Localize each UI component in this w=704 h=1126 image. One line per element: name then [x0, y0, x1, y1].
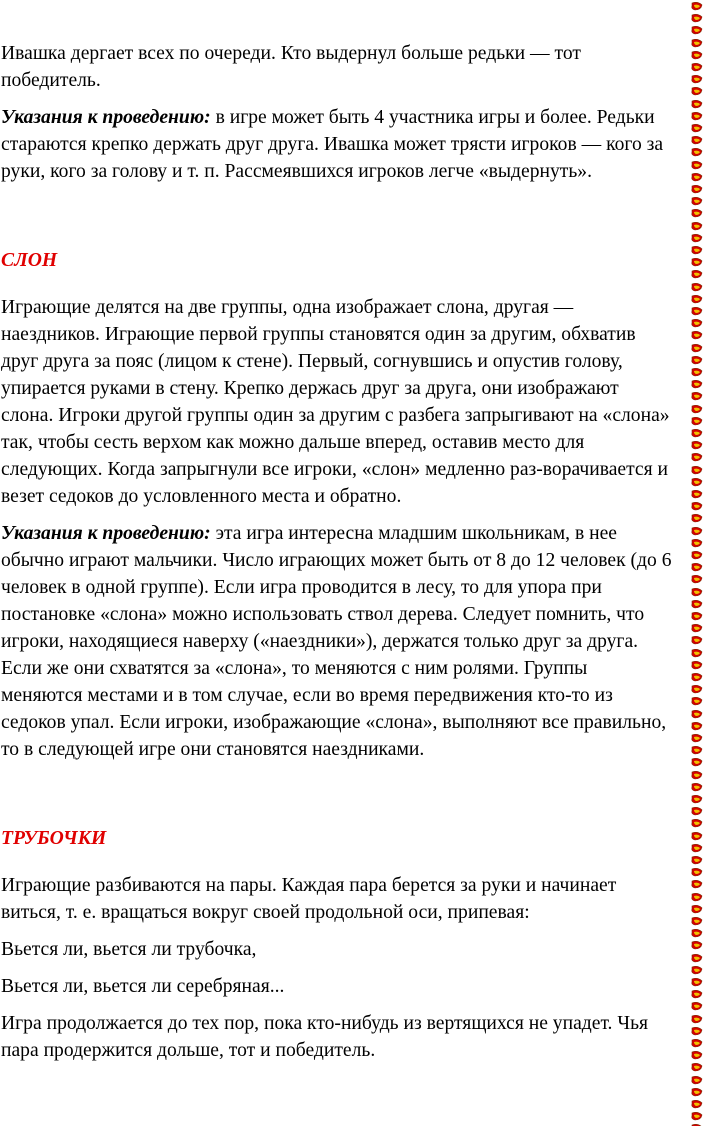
tubes-verse-1 [1, 936, 701, 963]
ornament-glyph-icon [690, 466, 703, 475]
text-run: эта игра интересна младшим школьникам, в нее [210, 523, 617, 544]
ornament-glyph-icon [690, 905, 703, 914]
ornament-glyph-icon [690, 856, 703, 865]
section-heading-tubes: ТРУБОЧКИ [1, 828, 107, 849]
document-body [1, 40, 701, 1064]
ornament-glyph-icon [690, 429, 703, 438]
ornament-glyph-icon [690, 1051, 703, 1060]
ornament-glyph-icon [690, 1076, 703, 1085]
ornament-glyph-icon [690, 185, 703, 194]
text-line: Если же они схватятся за «слона», то меняются с ним ролями. Группы [1, 658, 588, 679]
ornament-glyph-icon [690, 758, 703, 767]
ornament-glyph-icon [690, 575, 703, 584]
text-line: игроки, находящиеся наверху («наездники»), держатся только друг за друга. [1, 631, 639, 652]
ornament-glyph-icon [690, 392, 703, 401]
instructions-lead: Указания к проведению: [1, 107, 211, 128]
tubes-verse-2 [1, 973, 701, 1000]
ornament-glyph-icon [690, 868, 703, 877]
ornament-glyph-icon [690, 173, 703, 182]
ornament-glyph-icon [690, 405, 703, 414]
ornament-glyph-icon [690, 39, 703, 48]
ornament-glyph-icon [690, 734, 703, 743]
intro-instructions-paragraph [1, 104, 701, 185]
ornament-glyph-icon [690, 295, 703, 304]
ornament-glyph-icon [690, 929, 703, 938]
ornament-glyph-icon [690, 209, 703, 218]
text-line [1, 520, 701, 547]
ornament-glyph-icon [690, 356, 703, 365]
text-line: стараются крепко держать друг друга. Ивашка может трясти игроков — кого за [1, 134, 664, 155]
text-run: в игре может быть 4 участника игры и более. Редьки [210, 107, 655, 128]
ornament-glyph-icon [690, 771, 703, 780]
ornament-glyph-icon [690, 551, 703, 560]
ornament-glyph-icon [690, 1002, 703, 1011]
ornament-glyph-icon [690, 1088, 703, 1097]
ornament-glyph-icon [690, 331, 703, 340]
ornament-glyph-icon [690, 710, 703, 719]
ornament-glyph-icon [690, 746, 703, 755]
ornament-glyph-icon [690, 636, 703, 645]
ornament-glyph-icon [690, 673, 703, 682]
ornament-glyph-icon [690, 612, 703, 621]
ornament-glyph-icon [690, 893, 703, 902]
intro-paragraph-1 [1, 40, 701, 94]
text-line: Играющие разбиваются на пары. Каждая пара берется за руки и начинает [1, 875, 617, 896]
ornament-glyph-icon [690, 417, 703, 426]
ornament-glyph-icon [690, 966, 703, 975]
tubes-paragraph-1 [1, 872, 701, 926]
ornament-glyph-icon [690, 722, 703, 731]
ornament-glyph-icon [690, 246, 703, 255]
ornament-glyph-icon [690, 685, 703, 694]
section-heading-elephant: СЛОН [1, 250, 58, 271]
ornament-glyph-icon [690, 14, 703, 23]
tubes-paragraph-2 [1, 1010, 701, 1064]
ornament-glyph-icon [690, 844, 703, 853]
text-line: то в следующей игре они становятся наездниками. [1, 739, 425, 760]
ornament-glyph-icon [690, 539, 703, 548]
text-line: упирается руками в стену. Крепко держась друг за друга, они изображают [1, 378, 619, 399]
ornament-glyph-icon [690, 148, 703, 157]
ornament-glyph-icon [690, 478, 703, 487]
ornament-glyph-icon [690, 270, 703, 279]
ornament-glyph-icon [690, 234, 703, 243]
ornament-glyph-icon [690, 880, 703, 889]
text-line: наездников. Играющие первой группы становятся один за другим, обхватив [1, 324, 636, 345]
ornament-glyph-icon [690, 1063, 703, 1072]
ornament-glyph-icon [690, 26, 703, 35]
ornament-glyph-icon [690, 1112, 703, 1121]
ornament-glyph-icon [690, 527, 703, 536]
ornament-glyph-icon [690, 954, 703, 963]
text-line: следующих. Когда запрыгнули все игроки, «слон» медленно раз-ворачивается и [1, 459, 669, 480]
ornament-glyph-icon [690, 63, 703, 72]
ornament-glyph-icon [690, 990, 703, 999]
ornament-glyph-icon [690, 2, 703, 11]
text-line: Вьется ли, вьется ли серебряная... [1, 976, 285, 997]
ornament-glyph-icon [690, 795, 703, 804]
ornament-glyph-icon [690, 1100, 703, 1109]
text-line: обычно играют мальчики. Число играющих может быть от 8 до 12 человек (до 6 [1, 550, 672, 571]
ornament-glyph-icon [690, 661, 703, 670]
ornament-glyph-icon [690, 136, 703, 145]
ornament-glyph-icon [690, 783, 703, 792]
text-line: везет седоков до условленного места и обратно. [1, 486, 402, 507]
elephant-paragraph-1 [1, 294, 701, 510]
ornament-glyph-icon [690, 697, 703, 706]
ornament-glyph-icon [690, 941, 703, 950]
ornament-glyph-icon [690, 600, 703, 609]
text-line: пара продержится дольше, тот и победитель. [1, 1040, 376, 1061]
text-line: Вьется ли, вьется ли трубочка, [1, 939, 257, 960]
ornament-glyph-icon [690, 75, 703, 84]
ornament-glyph-icon [690, 563, 703, 572]
ornament-glyph-icon [690, 1015, 703, 1024]
text-line: друг друга за пояс (лицом к стене). Первый, согнувшись и опустив голову, [1, 351, 623, 372]
ornament-glyph-icon [690, 917, 703, 926]
ornament-glyph-icon [690, 588, 703, 597]
text-line: руки, кого за голову и т. п. Рассмеявшихся игроков легче «выдернуть». [1, 161, 592, 182]
text-line: седоков упал. Если игроки, изображающие «слона», выполняют все правильно, [1, 712, 667, 733]
ornament-glyph-icon [690, 380, 703, 389]
ornament-glyph-icon [690, 502, 703, 511]
ornament-glyph-icon [690, 819, 703, 828]
ornament-glyph-icon [690, 283, 703, 292]
text-line: так, чтобы сесть верхом как можно дальше вперед, оставив место для [1, 432, 585, 453]
ornament-glyph-icon [690, 514, 703, 523]
instructions-lead: Указания к проведению: [1, 523, 211, 544]
ornament-glyph-icon [690, 624, 703, 633]
ornament-glyph-icon [690, 319, 703, 328]
ornament-glyph-icon [690, 87, 703, 96]
text-line: виться, т. е. вращаться вокруг своей продольной оси, припевая: [1, 902, 530, 923]
ornament-glyph-icon [690, 978, 703, 987]
ornament-glyph-icon [690, 368, 703, 377]
ornament-glyph-icon [690, 490, 703, 499]
text-line: слона. Игроки другой группы один за другим с разбега запрыгивают на «слона» [1, 405, 670, 426]
ornament-glyph-icon [690, 112, 703, 121]
text-line: Игра продолжается до тех пор, пока кто-нибудь из вертящихся не упадет. Чья [1, 1013, 649, 1034]
text-line: меняются местами и в том случае, если во время передвижения кто-то из [1, 685, 613, 706]
ornament-glyph-icon [690, 807, 703, 816]
ornament-glyph-icon [690, 307, 703, 316]
ornament-glyph-icon [690, 161, 703, 170]
ornament-glyph-icon [690, 649, 703, 658]
ornament-glyph-icon [690, 1039, 703, 1048]
ornament-glyph-icon [690, 197, 703, 206]
text-line [1, 104, 701, 131]
text-line: постановке «слона» можно использовать ствол дерева. Следует помнить, что [1, 604, 645, 625]
text-line: Ивашка дергает всех по очереди. Кто выдернул больше редьки — тот [1, 43, 581, 64]
ornament-glyph-icon [690, 441, 703, 450]
ornament-glyph-icon [690, 222, 703, 231]
text-line: Играющие делятся на две группы, одна изображает слона, другая — [1, 297, 574, 318]
decorative-border [688, 0, 704, 1126]
text-line: человек в одной группе). Если игра проводится в лесу, то для упора при [1, 577, 602, 598]
text-line: победитель. [1, 70, 101, 91]
ornament-glyph-icon [690, 124, 703, 133]
ornament-glyph-icon [690, 51, 703, 60]
ornament-glyph-icon [690, 344, 703, 353]
ornament-glyph-icon [690, 1027, 703, 1036]
elephant-instructions-paragraph [1, 520, 701, 763]
ornament-glyph-icon [690, 258, 703, 267]
ornament-glyph-icon [690, 453, 703, 462]
ornament-glyph-icon [690, 100, 703, 109]
ornament-glyph-icon [690, 832, 703, 841]
